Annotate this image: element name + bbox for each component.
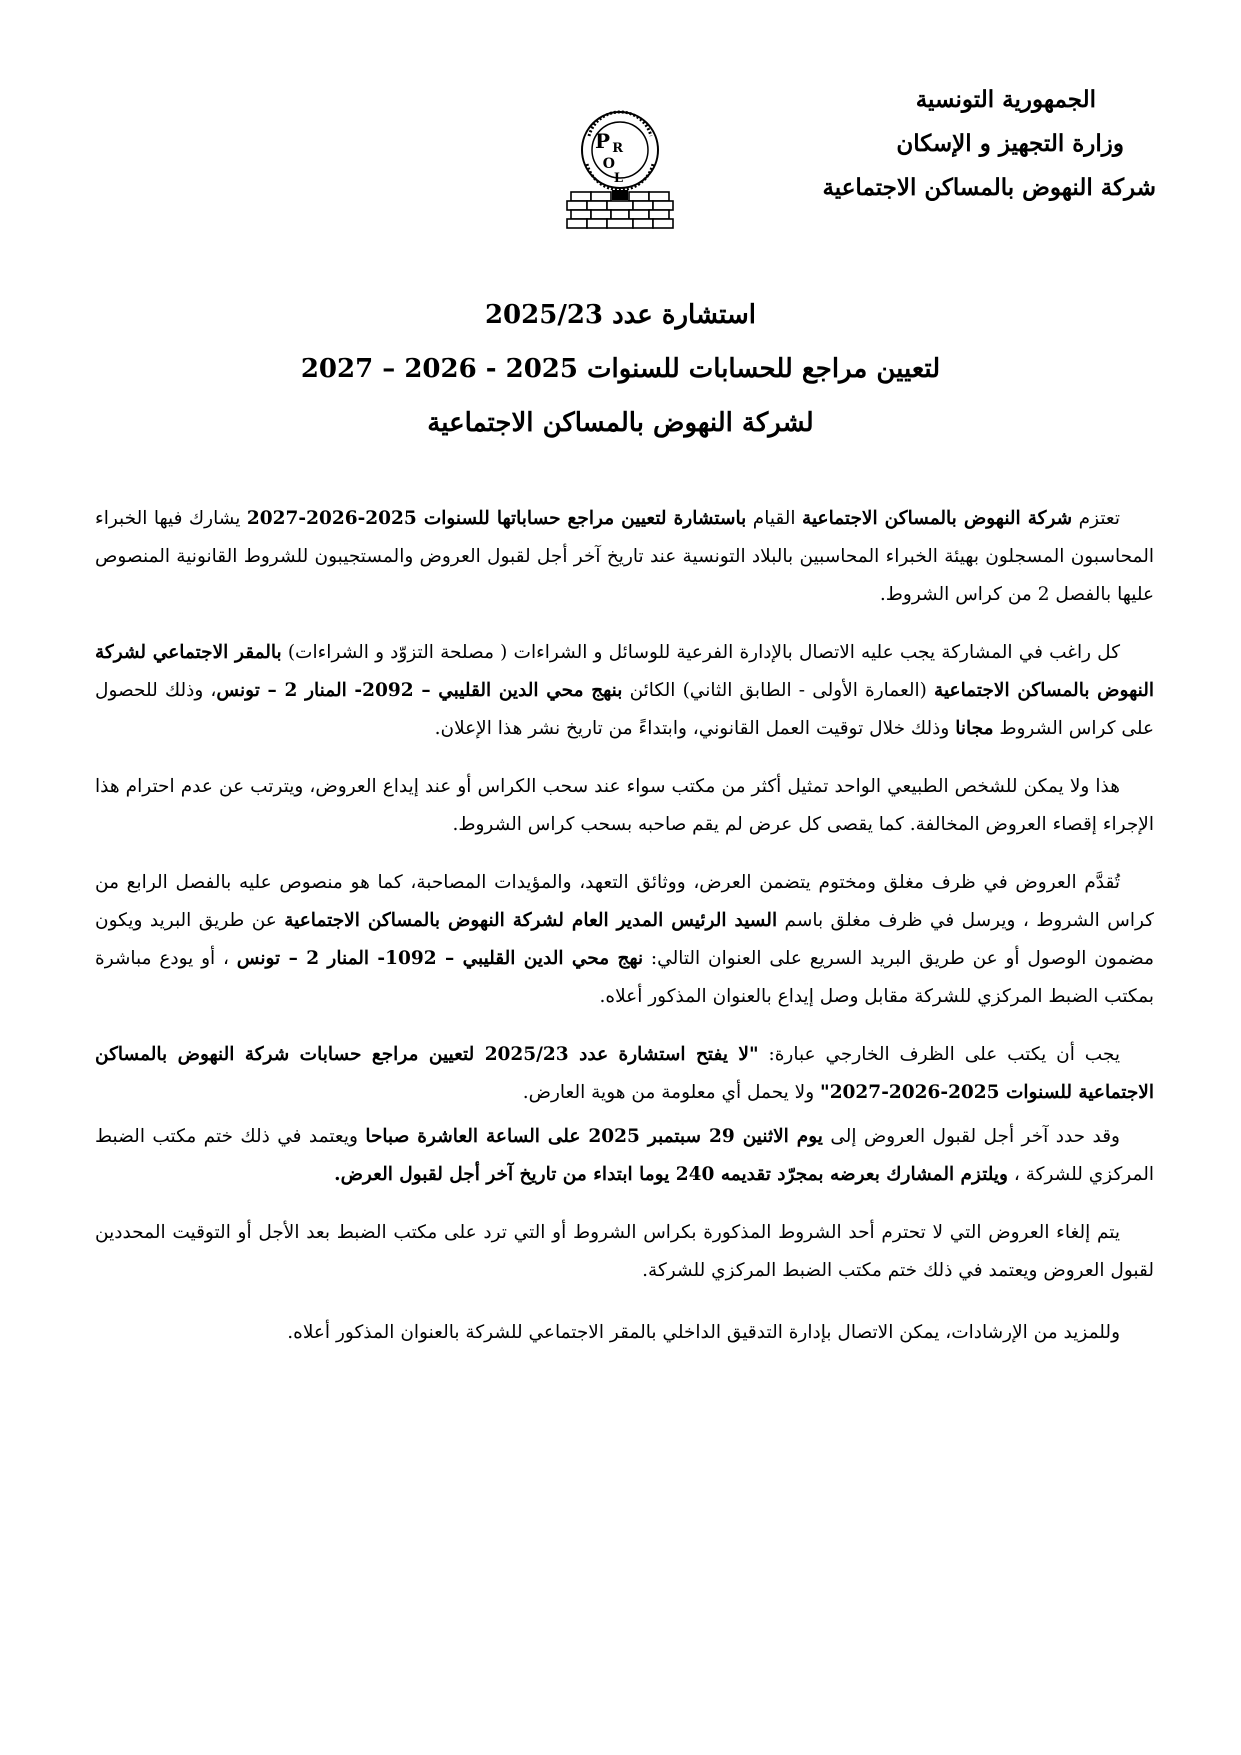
company-name: شركة النهوض بالمساكن الاجتماعية	[822, 174, 1156, 201]
paragraph-contact: كل راغب في المشاركة يجب عليه الاتصال بالإدارة الفرعية للوسائل و الشراءات ( مصلحة التزوّد و الشراءات) بالمقر الاجتماعي لشركة النهوض بالمساكن الاجتماعية (العمارة الأولى - الطابق الثاني) الكائن بنهج محي الدين القليبي – 2092- المنار 2 – تونس، وذلك للحصول على كراس الشروط مجانا وذلك خلال توقيت العمل القانوني، وابتداءً من تاريخ نشر هذا الإعلان.	[95, 642, 1154, 739]
paragraph-more-info: وللمزيد من الإرشادات، يمكن الاتصال بإدارة التدقيق الداخلي بالمقر الاجتماعي للشركة بالعنوان المذكور أعلاه.	[287, 1322, 1120, 1343]
brick-wall-icon	[565, 108, 675, 230]
letterhead	[736, 78, 1156, 210]
paragraph-envelope: يجب أن يكتب على الظرف الخارجي عبارة: "لا يفتح استشارة عدد 2025/23 لتعيين مراجع حسابات شركة النهوض بالمساكن الاجتماعية للسنوات 2025-2026-2027" ولا يحمل أي معلومة من هوية العارض.	[95, 1044, 1154, 1103]
consultation-number: استشارة عدد 2025/23	[484, 300, 757, 330]
paragraph-submission: تُقدَّم العروض في ظرف مغلق ومختوم يتضمن العرض، ووثائق التعهد، والمؤيدات المصاحبة، كما هو منصوص عليه بالفصل الرابع من كراس الشروط ، ويرسل في ظرف مغلق باسم السيد الرئيس المدير العام لشركة النهوض بالمساكن الاجتماعية عن طريق البريد ويكون مضمون الوصول أو عن طريق البريد السريع على العنوان التالي: نهج محي الدين القليبي – 1092- المنار 2 – تونس ، أو يودع مباشرة بمكتب الضبط المركزي للشركة مقابل وصل إيداع بالعنوان المذكور أعلاه.	[95, 872, 1155, 1007]
paragraph-restriction: هذا ولا يمكن للشخص الطبيعي الواحد تمثيل أكثر من مكتب سواء عند سحب الكراس أو عند إيداع العروض، ويترتب عن عدم احترام هذا الإجراء إقصاء العروض المخالفة. كما يقصى كل عرض لم يقم صاحبه بسحب كراس الشروط.	[95, 776, 1154, 835]
paragraph-deadline: وقد حدد آخر أجل لقبول العروض إلى يوم الاثنين 29 سبتمبر 2025 على الساعة العاشرة صباحا ويعتمد في ذلك ختم مكتب الضبط المركزي للشركة ، ويلتزم المشارك بعرضه بمجرّد تقديمه 240 يوما ابتداء من تاريخ آخر أجل لقبول العرض.	[95, 1126, 1154, 1185]
svg-text:P: P	[594, 129, 610, 153]
svg-text:L: L	[613, 171, 623, 186]
company-logo	[565, 108, 675, 230]
consultation-title	[120, 288, 1121, 450]
svg-text:R: R	[612, 141, 623, 156]
paragraph-intro: تعتزم شركة النهوض بالمساكن الاجتماعية القيام باستشارة لتعيين مراجع حساباتها للسنوات 2025-2026-2027 يشارك فيها الخبراء المحاسبون المسجلون بهيئة الخبراء المحاسبين بالبلاد التونسية عند تاريخ آخر أجل لقبول العروض والمستجيبون للشروط القانونية المنصوص عليها بالفصل 2 من كراس الشروط.	[95, 508, 1154, 605]
announcement-body	[95, 500, 1154, 1372]
ministry-name: وزارة التجهيز و الإسكان	[896, 130, 1124, 157]
consultation-company: لشركة النهوض بالمساكن الاجتماعية	[427, 408, 814, 438]
republic-name: الجمهورية التونسية	[915, 86, 1096, 113]
svg-text:O: O	[602, 156, 615, 172]
paragraph-cancellation: يتم إلغاء العروض التي لا تحترم أحد الشروط المذكورة بكراس الشروط أو التي ترد على مكتب الضبط بعد الأجل أو التوقيت المحددين لقبول العروض ويعتمد في ذلك ختم مكتب الضبط المركزي للشركة.	[95, 1222, 1154, 1281]
consultation-subject: لتعيين مراجع للحسابات للسنوات 2025 - 2026 – 2027	[300, 354, 941, 384]
